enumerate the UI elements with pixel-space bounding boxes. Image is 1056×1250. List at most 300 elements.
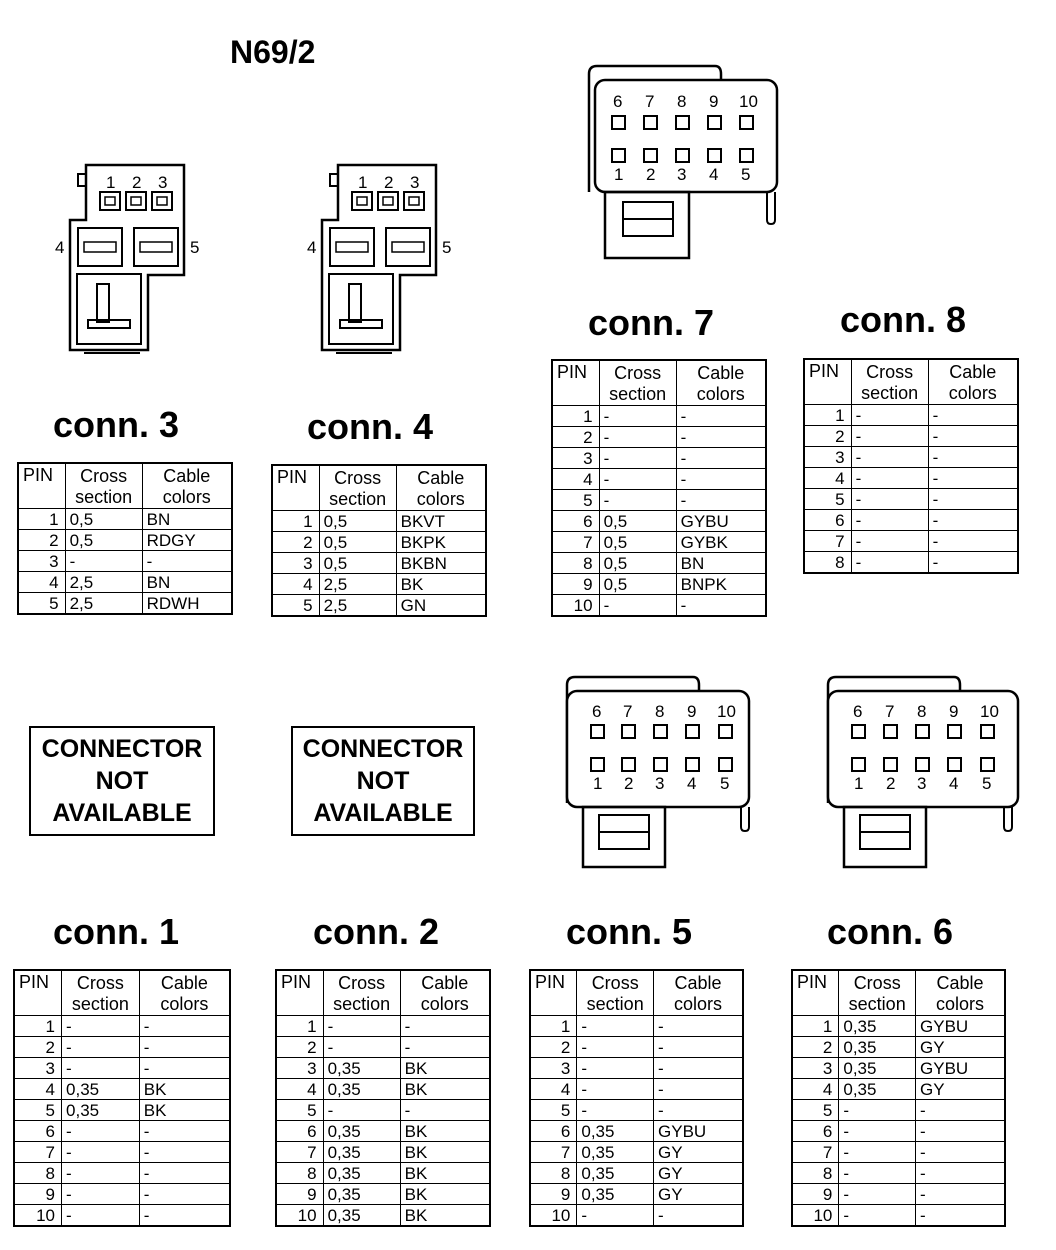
pin-label: 4 xyxy=(55,238,65,257)
header-line: section xyxy=(609,384,667,404)
cross-section-value: 0,35 xyxy=(839,1016,916,1037)
table-row xyxy=(18,509,232,530)
cross-section-value: - xyxy=(577,1037,654,1058)
conn1-pin-table xyxy=(13,969,231,1227)
pin-number: 1 xyxy=(552,406,599,427)
conn7-title: conn. 7 xyxy=(588,302,715,343)
table-row xyxy=(792,1037,1005,1058)
header-cross-section xyxy=(839,970,916,1016)
table-row xyxy=(272,511,486,532)
cable-color-value: - xyxy=(928,552,1018,574)
header-cross-section xyxy=(851,359,928,405)
pin-number: 3 xyxy=(552,448,599,469)
pin-number: 7 xyxy=(552,532,599,553)
pin-number: 4 xyxy=(530,1079,577,1100)
pin-label: 1 xyxy=(593,774,603,793)
header-cable-colors xyxy=(916,970,1005,1016)
pin-number: 5 xyxy=(804,489,851,510)
pin-label: 8 xyxy=(917,702,927,721)
connector-drawing-conn4 xyxy=(302,160,462,360)
conn8-pin-table xyxy=(803,358,1019,574)
cable-color-value: - xyxy=(676,490,766,511)
table-row xyxy=(804,468,1018,489)
pin-number: 1 xyxy=(272,511,319,532)
table-row xyxy=(792,1205,1005,1227)
header-cable-colors xyxy=(139,970,230,1016)
cable-color-value: - xyxy=(676,469,766,490)
cross-section-value: 0,35 xyxy=(323,1205,400,1227)
pin-number: 3 xyxy=(276,1058,323,1079)
pin-number: 4 xyxy=(272,574,319,595)
header-line: colors xyxy=(162,487,211,507)
pin-number: 3 xyxy=(792,1058,839,1079)
cross-section-value: 0,5 xyxy=(319,553,396,574)
cable-color-value: GN xyxy=(396,595,486,617)
table-row xyxy=(530,1184,743,1205)
pin-number: 6 xyxy=(552,511,599,532)
table-row xyxy=(14,1163,230,1184)
header-cable-colors xyxy=(654,970,743,1016)
table-row xyxy=(14,1037,230,1058)
pin-number: 1 xyxy=(276,1016,323,1037)
conn6-title: conn. 6 xyxy=(827,911,954,952)
table-header-row xyxy=(530,970,743,1016)
header-cross-section xyxy=(323,970,400,1016)
cross-section-value: 2,5 xyxy=(65,593,142,615)
table-row xyxy=(804,426,1018,447)
connector-drawing-conn3 xyxy=(50,160,210,360)
pin-label: 6 xyxy=(853,702,863,721)
pin-label: 8 xyxy=(677,92,687,111)
cable-color-value: - xyxy=(139,1058,230,1079)
pin-label: 10 xyxy=(739,92,758,111)
pin-number: 4 xyxy=(18,572,65,593)
page-title: N69/2 xyxy=(230,34,316,70)
pin-label: 4 xyxy=(949,774,959,793)
cross-section-value: - xyxy=(851,447,928,468)
table-row xyxy=(276,1142,490,1163)
pin-number: 7 xyxy=(792,1142,839,1163)
cross-section-value: 0,35 xyxy=(323,1058,400,1079)
pin-label: 3 xyxy=(917,774,927,793)
table-row xyxy=(18,551,232,572)
table-row xyxy=(552,553,766,574)
cross-section-value: - xyxy=(577,1100,654,1121)
connector-not-available-box xyxy=(29,726,215,836)
cable-color-value: - xyxy=(928,489,1018,510)
pin-number: 7 xyxy=(14,1142,62,1163)
pin-number: 4 xyxy=(804,468,851,489)
header-line: Cable xyxy=(674,973,722,993)
table-row xyxy=(552,595,766,617)
cross-section-value: - xyxy=(851,426,928,447)
cable-color-value: - xyxy=(928,426,1018,447)
cross-section-value: 0,35 xyxy=(577,1163,654,1184)
pin-number: 5 xyxy=(18,593,65,615)
header-line: Cross xyxy=(338,973,386,993)
pin-number: 3 xyxy=(530,1058,577,1079)
pin-number: 8 xyxy=(276,1163,323,1184)
table-row xyxy=(552,448,766,469)
table-row xyxy=(792,1100,1005,1121)
header-line: Cable xyxy=(936,973,984,993)
pin-label: 2 xyxy=(646,165,656,184)
cable-color-value: BK xyxy=(139,1079,230,1100)
cable-color-value: GY xyxy=(916,1079,1005,1100)
cable-color-value: - xyxy=(654,1037,743,1058)
pin-number: 1 xyxy=(14,1016,62,1037)
pin-number: 6 xyxy=(14,1121,62,1142)
cross-section-value: - xyxy=(62,1016,140,1037)
pin-label: 3 xyxy=(410,173,420,192)
header-line: section xyxy=(861,383,919,403)
header-cross-section xyxy=(62,970,140,1016)
pin-label: 1 xyxy=(358,173,368,192)
connector-drawing-conn7 xyxy=(585,62,785,262)
table-row xyxy=(552,427,766,448)
header-line: Cable xyxy=(421,973,469,993)
pin-number: 8 xyxy=(530,1163,577,1184)
cable-color-value: BN xyxy=(142,572,232,593)
table-row xyxy=(804,447,1018,468)
cross-section-value: - xyxy=(599,427,676,448)
pin-label: 5 xyxy=(982,774,992,793)
pin-number: 2 xyxy=(18,530,65,551)
table-row xyxy=(530,1100,743,1121)
table-row xyxy=(804,510,1018,531)
cross-section-value: - xyxy=(323,1100,400,1121)
cable-color-value: - xyxy=(916,1100,1005,1121)
cable-color-value: - xyxy=(654,1205,743,1227)
table-row xyxy=(804,489,1018,510)
table-row xyxy=(14,1142,230,1163)
pin-label: 2 xyxy=(886,774,896,793)
pin-number: 2 xyxy=(272,532,319,553)
not-available-line: AVAILABLE xyxy=(52,799,192,827)
table-row xyxy=(530,1037,743,1058)
header-line: Cross xyxy=(76,973,124,993)
pin-number: 1 xyxy=(18,509,65,530)
cross-section-value: 0,5 xyxy=(599,574,676,595)
pin-number: 9 xyxy=(530,1184,577,1205)
cross-section-value: - xyxy=(839,1142,916,1163)
pin-label: 2 xyxy=(132,173,142,192)
cross-section-value: 0,35 xyxy=(323,1184,400,1205)
cable-color-value: - xyxy=(139,1184,230,1205)
cable-color-value: - xyxy=(928,468,1018,489)
table-row xyxy=(272,595,486,617)
cable-color-value: GY xyxy=(654,1142,743,1163)
pin-number: 9 xyxy=(792,1184,839,1205)
cross-section-value: - xyxy=(839,1184,916,1205)
cross-section-value: 0,35 xyxy=(577,1142,654,1163)
cross-section-value: 0,35 xyxy=(839,1079,916,1100)
cable-color-value: - xyxy=(139,1163,230,1184)
header-line: colors xyxy=(936,994,985,1014)
table-header-row xyxy=(18,463,232,509)
table-row xyxy=(276,1016,490,1037)
table-row xyxy=(530,1079,743,1100)
cross-section-value: - xyxy=(851,510,928,531)
header-line: colors xyxy=(674,994,723,1014)
cable-color-value: BN xyxy=(142,509,232,530)
header-pin: PIN xyxy=(18,463,65,509)
header-line: Cable xyxy=(160,973,208,993)
cross-section-value: - xyxy=(323,1037,400,1058)
cross-section-value: - xyxy=(323,1016,400,1037)
cross-section-value: - xyxy=(65,551,142,572)
pin-number: 3 xyxy=(18,551,65,572)
header-cable-colors xyxy=(676,360,766,406)
table-row xyxy=(530,1163,743,1184)
table-row xyxy=(18,593,232,615)
table-row xyxy=(530,1058,743,1079)
cross-section-value: 0,35 xyxy=(577,1121,654,1142)
header-cable-colors xyxy=(400,970,490,1016)
conn2-pin-table xyxy=(275,969,491,1227)
table-row xyxy=(804,531,1018,552)
cross-section-value: - xyxy=(599,406,676,427)
table-row xyxy=(272,553,486,574)
table-row xyxy=(14,1184,230,1205)
pin-label: 7 xyxy=(623,702,633,721)
header-line: Cross xyxy=(334,468,382,488)
cable-color-value: BK xyxy=(400,1058,490,1079)
table-row xyxy=(272,574,486,595)
header-line: section xyxy=(329,489,387,509)
cable-color-value: BK xyxy=(400,1163,490,1184)
cross-section-value: - xyxy=(577,1079,654,1100)
cable-color-value: - xyxy=(139,1121,230,1142)
header-line: section xyxy=(848,994,906,1014)
pin-number: 8 xyxy=(14,1163,62,1184)
cross-section-value: - xyxy=(62,1205,140,1227)
header-pin: PIN xyxy=(272,465,319,511)
cable-color-value: GYBK xyxy=(676,532,766,553)
header-line: Cable xyxy=(949,362,997,382)
cable-color-value: BK xyxy=(396,574,486,595)
cable-color-value: GY xyxy=(916,1037,1005,1058)
cable-color-value: - xyxy=(139,1016,230,1037)
cross-section-value: 0,35 xyxy=(839,1037,916,1058)
pin-label: 10 xyxy=(717,702,736,721)
cross-section-value: 0,35 xyxy=(62,1100,140,1121)
table-row xyxy=(552,406,766,427)
table-row xyxy=(530,1205,743,1227)
cable-color-value: - xyxy=(916,1163,1005,1184)
table-row xyxy=(276,1058,490,1079)
cable-color-value: - xyxy=(928,510,1018,531)
header-cross-section xyxy=(577,970,654,1016)
cross-section-value: - xyxy=(851,531,928,552)
conn2-title: conn. 2 xyxy=(313,911,440,952)
pin-number: 8 xyxy=(552,553,599,574)
cross-section-value: 0,35 xyxy=(323,1079,400,1100)
header-line: Cross xyxy=(614,363,662,383)
cable-color-value: - xyxy=(928,447,1018,468)
header-cross-section xyxy=(65,463,142,509)
header-pin: PIN xyxy=(530,970,577,1016)
cross-section-value: 0,5 xyxy=(65,509,142,530)
header-pin: PIN xyxy=(14,970,62,1016)
cable-color-value: BNPK xyxy=(676,574,766,595)
cross-section-value: 0,5 xyxy=(599,532,676,553)
cross-section-value: - xyxy=(599,469,676,490)
cable-color-value: BK xyxy=(400,1205,490,1227)
pin-number: 10 xyxy=(14,1205,62,1227)
pin-number: 1 xyxy=(792,1016,839,1037)
cross-section-value: - xyxy=(851,552,928,574)
pin-number: 7 xyxy=(804,531,851,552)
header-cable-colors xyxy=(396,465,486,511)
cross-section-value: - xyxy=(851,468,928,489)
pin-label: 8 xyxy=(655,702,665,721)
cable-color-value: GYBU xyxy=(676,511,766,532)
table-row xyxy=(18,572,232,593)
pin-number: 6 xyxy=(276,1121,323,1142)
pin-label: 5 xyxy=(442,238,452,257)
table-row xyxy=(530,1142,743,1163)
pin-number: 7 xyxy=(530,1142,577,1163)
cable-color-value: GYBU xyxy=(916,1016,1005,1037)
pin-number: 9 xyxy=(14,1184,62,1205)
cross-section-value: - xyxy=(62,1037,140,1058)
pin-number: 3 xyxy=(804,447,851,468)
cross-section-value: 0,5 xyxy=(319,511,396,532)
table-header-row xyxy=(804,359,1018,405)
cable-color-value: BKVT xyxy=(396,511,486,532)
cable-color-value: - xyxy=(400,1037,490,1058)
table-row xyxy=(792,1058,1005,1079)
cable-color-value: - xyxy=(916,1121,1005,1142)
conn4-title: conn. 4 xyxy=(307,406,434,447)
cross-section-value: - xyxy=(62,1142,140,1163)
pin-label: 7 xyxy=(645,92,655,111)
pin-number: 2 xyxy=(276,1037,323,1058)
cable-color-value: - xyxy=(676,406,766,427)
header-cable-colors xyxy=(928,359,1018,405)
cable-color-value: - xyxy=(928,531,1018,552)
table-row xyxy=(792,1184,1005,1205)
pin-label: 6 xyxy=(592,702,602,721)
pin-number: 2 xyxy=(804,426,851,447)
cable-color-value: BK xyxy=(139,1100,230,1121)
pin-label: 10 xyxy=(980,702,999,721)
cable-color-value: - xyxy=(654,1058,743,1079)
cross-section-value: - xyxy=(851,405,928,426)
table-row xyxy=(14,1121,230,1142)
table-header-row xyxy=(272,465,486,511)
header-line: Cross xyxy=(591,973,639,993)
table-row xyxy=(552,532,766,553)
cross-section-value: 0,35 xyxy=(323,1142,400,1163)
cross-section-value: - xyxy=(839,1100,916,1121)
cable-color-value: BK xyxy=(400,1079,490,1100)
pin-number: 10 xyxy=(792,1205,839,1227)
table-row xyxy=(792,1079,1005,1100)
cable-color-value: - xyxy=(139,1142,230,1163)
cross-section-value: 2,5 xyxy=(65,572,142,593)
pin-number: 10 xyxy=(530,1205,577,1227)
header-line: Cross xyxy=(80,466,128,486)
cable-color-value: - xyxy=(916,1205,1005,1227)
pin-label: 1 xyxy=(106,173,116,192)
table-row xyxy=(276,1079,490,1100)
cable-color-value: BK xyxy=(400,1184,490,1205)
header-line: section xyxy=(75,487,133,507)
cross-section-value: 0,35 xyxy=(323,1121,400,1142)
pin-label: 2 xyxy=(384,173,394,192)
pin-number: 7 xyxy=(276,1142,323,1163)
cross-section-value: - xyxy=(839,1205,916,1227)
cable-color-value: GYBU xyxy=(916,1058,1005,1079)
cable-color-value: - xyxy=(654,1100,743,1121)
cable-color-value: GY xyxy=(654,1163,743,1184)
pin-number: 4 xyxy=(276,1079,323,1100)
table-row xyxy=(276,1205,490,1227)
cable-color-value: - xyxy=(676,595,766,617)
cable-color-value: RDGY xyxy=(142,530,232,551)
header-line: colors xyxy=(420,994,469,1014)
pin-number: 2 xyxy=(14,1037,62,1058)
pin-label: 4 xyxy=(687,774,697,793)
table-row xyxy=(14,1100,230,1121)
cross-section-value: 2,5 xyxy=(319,595,396,617)
cable-color-value: - xyxy=(676,448,766,469)
header-cross-section xyxy=(319,465,396,511)
pin-label: 3 xyxy=(655,774,665,793)
cable-color-value: BK xyxy=(400,1142,490,1163)
pin-number: 3 xyxy=(14,1058,62,1079)
cable-color-value: GY xyxy=(654,1184,743,1205)
table-header-row xyxy=(14,970,230,1016)
table-row xyxy=(276,1163,490,1184)
pin-number: 2 xyxy=(552,427,599,448)
cable-color-value: BK xyxy=(400,1121,490,1142)
cross-section-value: 0,5 xyxy=(319,532,396,553)
conn8-title: conn. 8 xyxy=(840,299,967,340)
header-line: colors xyxy=(696,384,745,404)
cross-section-value: - xyxy=(577,1205,654,1227)
pin-number: 5 xyxy=(552,490,599,511)
table-row xyxy=(272,532,486,553)
pin-number: 10 xyxy=(552,595,599,617)
cross-section-value: 0,35 xyxy=(577,1184,654,1205)
pin-label: 9 xyxy=(949,702,959,721)
conn5-pin-table xyxy=(529,969,744,1227)
pin-number: 5 xyxy=(272,595,319,617)
pin-label: 3 xyxy=(158,173,168,192)
header-line: Cable xyxy=(697,363,745,383)
pin-number: 2 xyxy=(530,1037,577,1058)
table-row xyxy=(804,552,1018,574)
cross-section-value: - xyxy=(599,595,676,617)
not-available-line: CONNECTOR xyxy=(302,735,464,763)
conn7-pin-table xyxy=(551,359,767,617)
table-row xyxy=(14,1205,230,1227)
table-row xyxy=(552,490,766,511)
table-header-row xyxy=(276,970,490,1016)
pin-number: 5 xyxy=(792,1100,839,1121)
table-row xyxy=(276,1037,490,1058)
header-pin: PIN xyxy=(804,359,851,405)
table-row xyxy=(530,1016,743,1037)
pin-number: 5 xyxy=(530,1100,577,1121)
pin-number: 5 xyxy=(14,1100,62,1121)
cable-color-value: - xyxy=(654,1079,743,1100)
cable-color-value: - xyxy=(928,405,1018,426)
pin-label: 5 xyxy=(720,774,730,793)
